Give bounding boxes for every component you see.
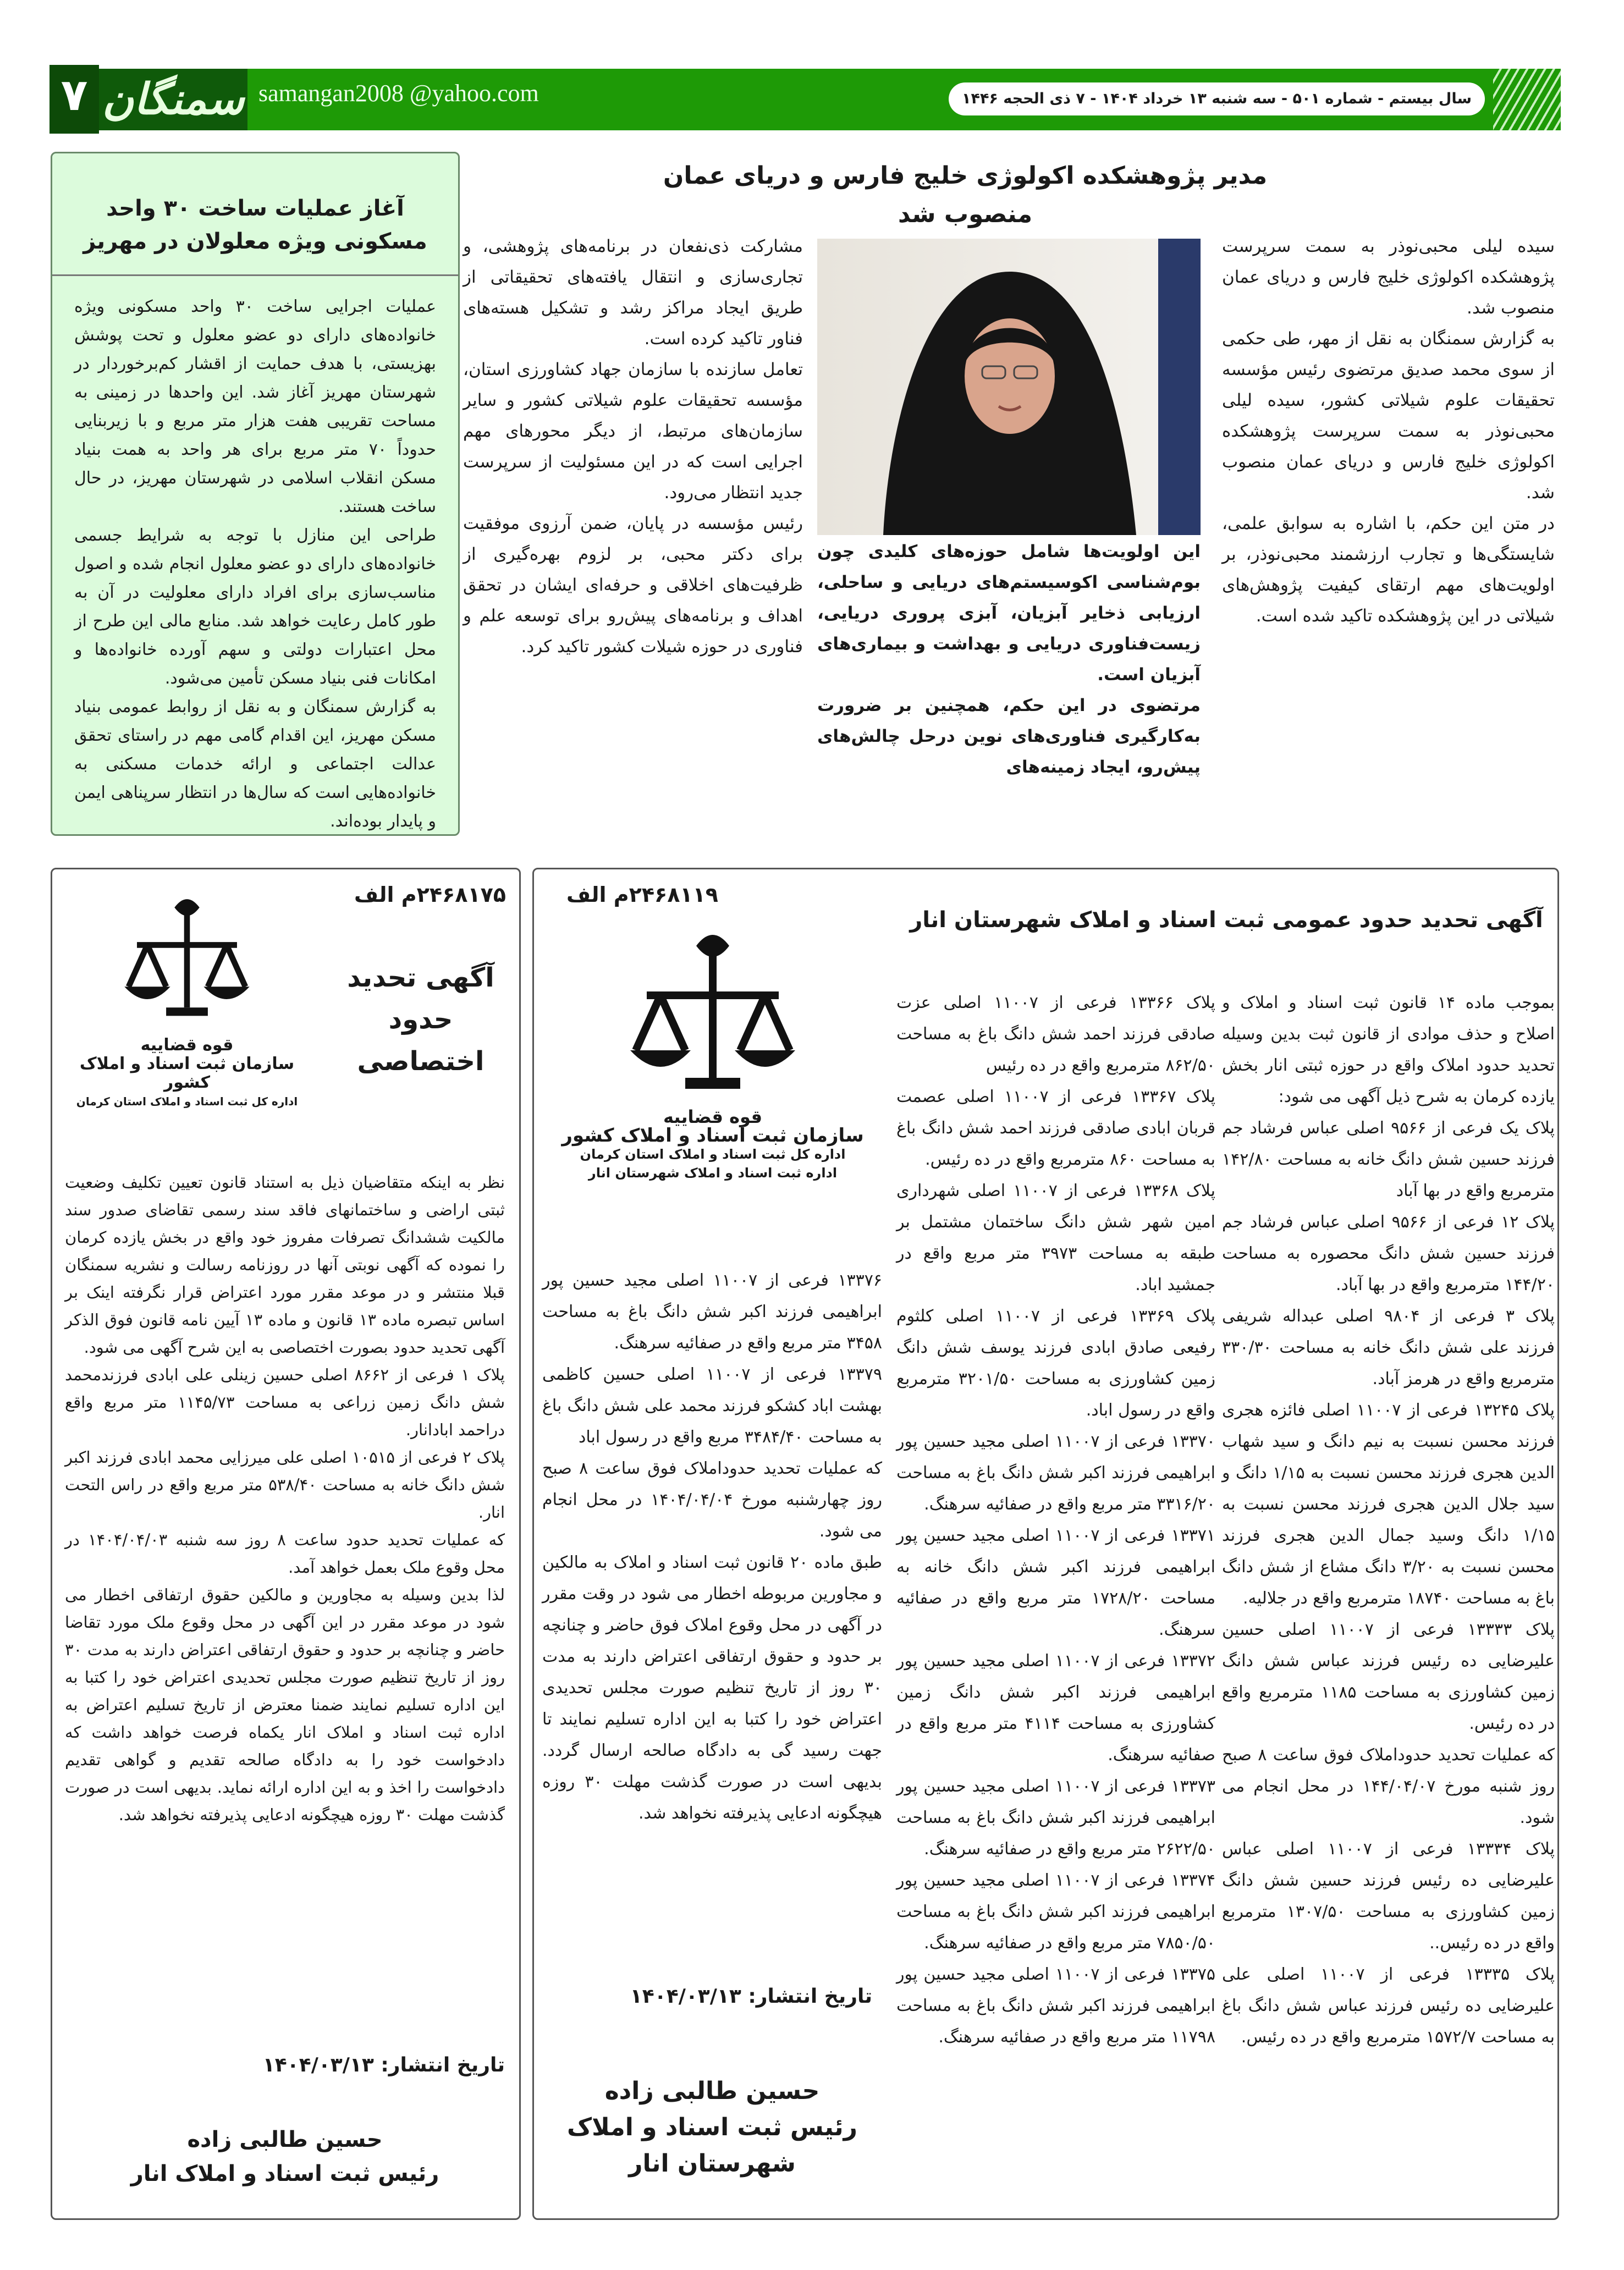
exclusive-notice-signature (65, 2123, 505, 2191)
paragraph: پلاک ۱۲ فرعی از ۹۵۶۶ اصلی عباس فرشاد جم فرزند حسین شش دانگ محصوره به مساحت ۱۴۴/۲۰ مترمربع واقع در بها آباد. (1222, 1213, 1555, 1294)
emblem-line-judiciary: قوه قضاییه (140, 1035, 234, 1055)
paragraph: به گزارش سمنگان به نقل از مهر، طی حکمی از سوی محمد صدیق مرتضوی رئیس مؤسسه تحقیقات علوم شیلاتی کشور، سیده لیلی محبی‌نوذر به سمت سرپرست پژوهشکده اکولوژی خلیج فارس و دریای عمان منصوب شد. (1222, 329, 1555, 503)
signatory-title: رئیس ثبت اسناد و املاک انار (130, 2161, 439, 2186)
paragraph: مشارکت ذی‌نفعان در برنامه‌های پژوهشی، و تجاری‌سازی و انتقال یافته‌های تحقیقاتی از طریق ایجاد مراکز رشد و تشکیل هسته‌های فناور تاکید کرده است. (463, 236, 803, 349)
masthead-stripes (1493, 69, 1561, 130)
general-notice-middle-column (896, 987, 1215, 2208)
main-article-photo-column (817, 536, 1201, 839)
paragraph: پلاک ۱۳۳۳۳ فرعی از ۱۱۰۰۷ اصلی حسین علیرضایی ده رئیس فرزند عباس شش دانگ زمین کشاورزی به مساحت ۱۱۸۵ مترمربع واقع در ده رئیس. (1222, 1620, 1555, 1733)
emblem-line-province: اداره کل ثبت اسناد و املاک استان کرمان (580, 1147, 846, 1162)
side-article-box (51, 152, 460, 836)
emblem-line-org: سازمان ثبت اسناد و املاک کشور (561, 1125, 864, 1147)
paragraph: این اولویت‌ها شامل حوزه‌های کلیدی چون بوم‌شناسی اکوسیستم‌های دریایی و ساحلی، ارزیابی ذخایر آبزیان، آبزی پروری دریایی، زیست‌فناوری دریایی و بهداشت و بیماری‌های آبزیان است. (817, 542, 1201, 685)
emblem-line-province: اداره کل ثبت اسناد و املاک استان کرمان (76, 1095, 298, 1108)
general-notice-publish-date: تاریخ انتشار: ۱۴۰۴/۰۳/۱۳ (630, 1985, 872, 2008)
paragraph: مرتضوی در این حکم، همچنین بر ضرورت به‌کارگیری فناوری‌های نوین درحل چالش‌های پیش‌رو، ایجاد زمینه‌های (817, 696, 1201, 777)
emblem-line-county: اداره ثبت اسناد و املاک شهرستان انار (588, 1165, 838, 1181)
paragraph: سیده لیلی محبی‌نوذر به سمت سرپرست پژوهشکده اکولوژی خلیج فارس و دریای عمان منصوب شد. (1222, 236, 1555, 318)
paragraph: ۱۳۳۷۱ فرعی از ۱۱۰۰۷ اصلی مجید حسین پور ابراهیمی فرزند اکبر شش دانگ خانه به مساحت ۱۷۲۸/۲۰ متر مربع واقع در صفائیه سرهنگ. (896, 1526, 1216, 1639)
paragraph: که عملیات تحدید حدوداملاک فوق ساعت ۸ صبح روز چهارشنبه مورخ ۱۴۰۴/۰۴/۰۴ در محل انجام می شود. (542, 1459, 882, 1541)
general-notice-left-column (542, 1265, 882, 1941)
paragraph: ۱۳۳۷۰ فرعی از ۱۱۰۰۷ اصلی مجید حسین پور ابراهیمی فرزند اکبر شش دانگ باغ به مساحت ۳۳۱۶/۲۰ متر مربع واقع در صفائیه سرهنگ. (896, 1432, 1216, 1514)
paragraph: پلاک ۱۳۳۶۸ فرعی از ۱۱۰۰۷ اصلی شهرداری امین شهر شش دانگ ساختمان مشتمل بر طبقه به مساحت ۳۹۷۳ متر مربع واقع در جمشید اباد. (896, 1181, 1216, 1294)
exclusive-notice-title: آگهی تحدید حدود اختصاصی (347, 962, 494, 1077)
issue-info: سال بیستم - شماره ۵۰۱ - سه شنبه ۱۳ خرداد ۱۴۰۴ - ۷ ذی الحجه ۱۴۴۶ (949, 82, 1485, 115)
paragraph: نظر به اینکه متقاضیان ذیل به استناد قانون تعیین تکلیف وضعیت ثبتی اراضی و ساختمانهای فاقد سند رسمی تقاضای صدور سند مالکیت ششدانگ تصرفات مفروز خود واقع در بخش یازده کرمان را نموده که آگهی نوبتی آنها در روزنامه رسالت و نشریه سمنگان قبلا منتشر و در موعد مقرر مورد اعتراض قرار نگرفته اینک بر اساس تبصره ماده ۱۳ قانون و ماده ۱۳ آیین نامه قانون فوق الذکر آگهی تحدید حدود بصورت اختصاصی به این شرح آگهی می شود. (65, 1173, 505, 1357)
paragraph: پلاک ۱۳۲۴۵ فرعی از ۱۱۰۰۷ اصلی فائزه هجری فرزند محسن نسبت به نیم دانگ و سید شهاب الدین هجری فرزند محسن نسبت به ۱/۱۵ دانگ و سید جلال الدین هجری فرزند محسن نسبت به ۱/۱۵ دانگ وسید جمال الدین هجری فرزند محسن نسبت به ۳/۲۰ دانگ مشاع از شش دانگ باغ به مساحت ۱۸۷۴۰ مترمربع واقع در جلالیه. (1222, 1401, 1555, 1608)
paragraph: پلاک ۲ فرعی از ۱۰۵۱۵ اصلی علی میرزایی محمد ابادی فرزند اکبر شش دانگ خانه به مساحت ۵۳۸/۴۰ متر مربع واقع در راس التحت انار. (65, 1448, 505, 1522)
paragraph: طراحی این منازل با توجه به شرایط جسمی خانواده‌های دارای دو عضو معلول انجام شده و اصول مناسب‌سازی برای افراد دارای معلولیت در آن به طور کامل رعایت خواهد شد. منابع مالی این طرح از محل اعتبارات دولتی و سهم آورده خانواده‌ها و امکانات فنی بنیاد مسکن تأمین می‌شود. (74, 526, 436, 688)
emblem-line-judiciary: قوه قضاییه (663, 1106, 763, 1127)
paragraph: ۱۳۳۷۹ فرعی از ۱۱۰۰۷ اصلی حسین کاظمی بهشت اباد کشکو فرزند محمد علی شش دانگ باغ به مساحت ۳۴۸۴/۴۰ مربع واقع در رسول اباد (542, 1365, 882, 1447)
divider (52, 274, 458, 276)
portrait-photo-icon (817, 239, 1201, 535)
paragraph: به گزارش سمنگان و به نقل از روابط عمومی بنیاد مسکن مهریز، این اقدام گامی مهم در راستای تحقق عدالت اجتماعی و ارائه خدمات مسکنی به خانواده‌هایی است که سال‌ها در انتظار سرپناهی ایمن و پایدار بوده‌اند. (74, 697, 436, 831)
paragraph: در متن این حکم، با اشاره به سوابق علمی، شایستگی‌ها و تجارب ارزشمند محبی‌نوذر، بر اولویت‌های مهم ارتقای کیفیت پژوهش‌های شیلاتی در این پژوهشکده تاکید شده است. (1222, 514, 1555, 626)
paragraph: پلاک یک فرعی از ۹۵۶۶ اصلی عباس فرشاد جم فرزند حسین شش دانگ خانه به مساحت ۱۴۲/۸۰ مترمربع واقع در بها آباد (1222, 1119, 1555, 1200)
main-article-right-column (1222, 231, 1555, 836)
general-notice-right-column (1222, 987, 1555, 2208)
judiciary-emblem-exclusive (58, 885, 316, 1144)
judiciary-scales-emblem-icon (58, 885, 316, 1034)
paragraph: طبق ماده ۲۰ قانون ثبت اسناد و املاک به مالکین و مجاورین مربوطه اخطار می شود در وقت مقرر در آگهی در محل وقوع املاک فوق حاضر و چنانچه بر حدود و حقوق ارتفاقی اعتراض دارند به مدت ۳۰ روز از تاریخ تنظیم صورت مجلس تحدیدی اعتراض خود را کتبا به این اداره تسلیم نمایند تا جهت رسید گی به دادگاه صالحه ارسال گردد. بدیهی است در صورت گذشت مهلت ۳۰ روزه هیچگونه ادعایی پذیرفته نخواهد شد. (542, 1553, 883, 1823)
paragraph: پلاک ۱۳۳۶۶ فرعی از ۱۱۰۰۷ اصلی عزت صادقی فرزند احمد شش دانگ باغ به مساحت ۸۶۲/۵۰ مترمربع واقع در ده رئیس (896, 993, 1216, 1075)
side-article-headline: آغاز عملیات ساخت ۳۰ واحد مسکونی ویژه معلولان در مهریز (83, 196, 427, 254)
page-number: ۷ (49, 65, 99, 134)
paragraph: ۱۳۳۷۴ فرعی از ۱۱۰۰۷ اصلی مجید حسین پور ابراهیمی فرزند اکبر شش دانگ باغ به مساحت ۷۸۵۰/۵۰ متر مربع واقع در صفائیه سرهنگ. (896, 1871, 1216, 1953)
contact-email[interactable]: samangan2008 @yahoo.com (258, 80, 539, 107)
judiciary-emblem-general (542, 924, 883, 1232)
paragraph: لذا بدین وسیله به مجاورین و مالکین حقوق ارتفاقی اخطار می شود در موعد مقرر در این آگهی در محل وقوع ملک مورد تقاضا حاضر و چنانچه بر حدود و حقوق ارتفاقی اعتراض دارند به مدت ۳۰ روز از تاریخ تنظیم صورت مجلس تحدیدی اعتراض خود را کتبا به این اداره تسلیم نمایند ضمنا معترض از تاریخ تسلیم اعتراض به اداره ثبت اسناد و املاک انار یکماه فرصت خواهد داشت که دادخواست خود را به دادگاه صالحه تقدیم و گواهی تقدیم دادخواست را اخذ و به این اداره ارائه نماید. بدیهی است در صورت گذشت مهلت ۳۰ روزه هیچگونه ادعایی پذیرفته نخواهد شد. (65, 1585, 505, 1824)
portrait-photo (817, 239, 1201, 535)
paragraph: ۱۳۳۷۶ فرعی از ۱۱۰۰۷ اصلی مجید حسین پور ابراهیمی فرزند اکبر شش دانگ باغ به مساحت ۳۴۵۸ متر مربع واقع در صفائیه سرهنگ. (542, 1271, 883, 1353)
paragraph: پلاک ۱۳۳۳۴ فرعی از ۱۱۰۰۷ اصلی عباس علیرضایی ده رئیس فرزند حسین شش دانگ زمین کشاورزی به مساحت ۱۳۰۷/۵۰ مترمربع واقع در ده رئیس.. (1222, 1839, 1555, 1953)
paragraph: عملیات اجرایی ساخت ۳۰ واحد مسکونی ویژه خانواده‌های دارای دو عضو معلول و تحت پوشش بهزیستی، با هدف حمایت از اقشار کم‌برخوردار در شهرستان مهریز آغاز شد. این واحدها در زمینی به مساحت تقریبی هفت هزار متر مربع و با زیربنایی حدوداً ۷۰ متر مربع برای هر واحد به همت بنیاد مسکن انقلاب اسلامی در شهرستان مهریز، در حال ساخت هستند. (74, 297, 436, 516)
paragraph: رئیس مؤسسه در پایان، ضمن آرزوی موفقیت برای دکتر محبی، بر لزوم بهره‌گیری از ظرفیت‌های اخلاقی و حرفه‌ای ایشان در تحقق اهداف و برنامه‌های پیش‌رو برای توسعه علم و فناوری در حوزه شیلات کشور تاکید کرد. (463, 514, 803, 657)
paragraph: که عملیات تحدید حدود ساعت ۸ روز سه شنبه ۱۴۰۴/۰۴/۰۳ در محل وقوع ملک بعمل خواهد آمد. (65, 1530, 505, 1577)
main-article-middle-column (463, 231, 803, 839)
exclusive-notice-publish-date: تاریخ انتشار: ۱۴۰۴/۰۳/۱۳ (262, 2054, 505, 2076)
paragraph: ۱۳۳۷۳ فرعی از ۱۱۰۰۷ اصلی مجید حسین پور ابراهیمی فرزند اکبر شش دانگ باغ به مساحت ۲۶۲۲/۵۰ متر مربع واقع در صفائیه سرهنگ. (896, 1777, 1216, 1859)
exclusive-notice-body (65, 1169, 505, 2015)
paragraph: پلاک ۱۳۳۶۷ فرعی از ۱۱۰۰۷ اصلی عصمت قربان ابادی صادقی فرزند احمد شش دانگ باغ به مساحت ۸۶۰ مترمربع واقع در ده رئیس. (896, 1087, 1215, 1169)
exclusive-notice-ref-number: ۲۴۶۸۱۷۵م الف (354, 883, 506, 907)
signatory-name: حسین طالبی زاده (604, 2077, 820, 2105)
paragraph: پلاک ۱۳۳۶۹ فرعی از ۱۱۰۰۷ اصلی کلثوم رفیعی صادق ابادی فرزند یوسف شش دانگ زمین کشاورزی به مساحت ۳۲۰۱/۵۰ مترمربع واقع در رسول اباد. (896, 1307, 1216, 1420)
paragraph: پلاک ۱ فرعی از ۸۶۶۲ اصلی حسین زینلی علی ابادی فرزندمحمد شش دانگ زمین زراعی به مساحت ۱۱۴۵/۷۳ متر مربع واقع دراحمد ابادانار. (65, 1365, 505, 1439)
judiciary-scales-emblem-icon (542, 924, 883, 1105)
signatory-name: حسین طالبی زاده (187, 2127, 383, 2152)
general-notice-signature (542, 2073, 882, 2182)
paragraph: پلاک ۳ فرعی از ۹۸۰۴ اصلی عبداله شریفی فرزند علی شش دانگ خانه به مساحت ۳۳۰/۳۰ مترمربع واقع در هرمز آباد. (1222, 1307, 1555, 1389)
general-notice-ref-number: ۲۴۶۸۱۱۹م الف (566, 883, 718, 907)
emblem-line-org: سازمان ثبت اسناد و املاک کشور (79, 1054, 295, 1092)
paragraph: تعامل سازنده با سازمان جهاد کشاورزی استان، مؤسسه تحقیقات علوم شیلاتی کشور و سایر سازمان‌های مرتبط، از دیگر محورهای مهم اجرایی است که در این مسئولیت از سرپرست جدید انتظار می‌رود. (463, 360, 803, 503)
side-article-body (52, 293, 458, 831)
main-headline: مدیر پژوهشکده اکولوژی خلیج فارس و دریای عمان منصوب شد (663, 162, 1268, 228)
signatory-title: رئیس ثبت اسناد و املاک شهرستان انار (567, 2113, 857, 2178)
paragraph: بموجب ماده ۱۴ قانون ثبت اسناد و املاک و اصلاح و حذف موادی از قانون ثبت بدین وسیله تحدید حدود املاک واقع در حوزه ثبتی انار بخش یازده کرمان به شرح ذیل آگهی می شود: (1222, 993, 1555, 1106)
newspaper-logo: سمنگان (99, 69, 247, 130)
paragraph: که عملیات تحدید حدوداملاک فوق ساعت ۸ صبح روز شنبه مورخ ۱۴۴/۰۴/۰۷ در محل انجام می شود. (1222, 1745, 1555, 1827)
general-notice-title: آگهی تحدید حدود عمومی ثبت اسناد و املاک شهرستان انار (910, 907, 1543, 933)
paragraph: ۱۳۳۷۲ فرعی از ۱۱۰۰۷ اصلی مجید حسین پور ابراهیمی فرزند اکبر شش دانگ زمین کشاورزی به مساحت ۴۱۱۴ متر مربع واقع در صفائیه سرهنگ. (896, 1651, 1216, 1765)
paragraph: ۱۳۳۷۵ فرعی از ۱۱۰۰۷ اصلی مجید حسین پور ابراهیمی فرزند اکبر شش دانگ باغ به مساحت ۱۱۷۹۸ متر مربع واقع در صفائیه سرهنگ. (896, 1965, 1216, 2047)
paragraph: پلاک ۱۳۳۳۵ فرعی از ۱۱۰۰۷ اصلی علی علیرضایی ده رئیس فرزند عباس شش دانگ باغ به مساحت ۱۵۷۲/۷ مترمربع واقع در ده رئیس. (1222, 1965, 1555, 2047)
